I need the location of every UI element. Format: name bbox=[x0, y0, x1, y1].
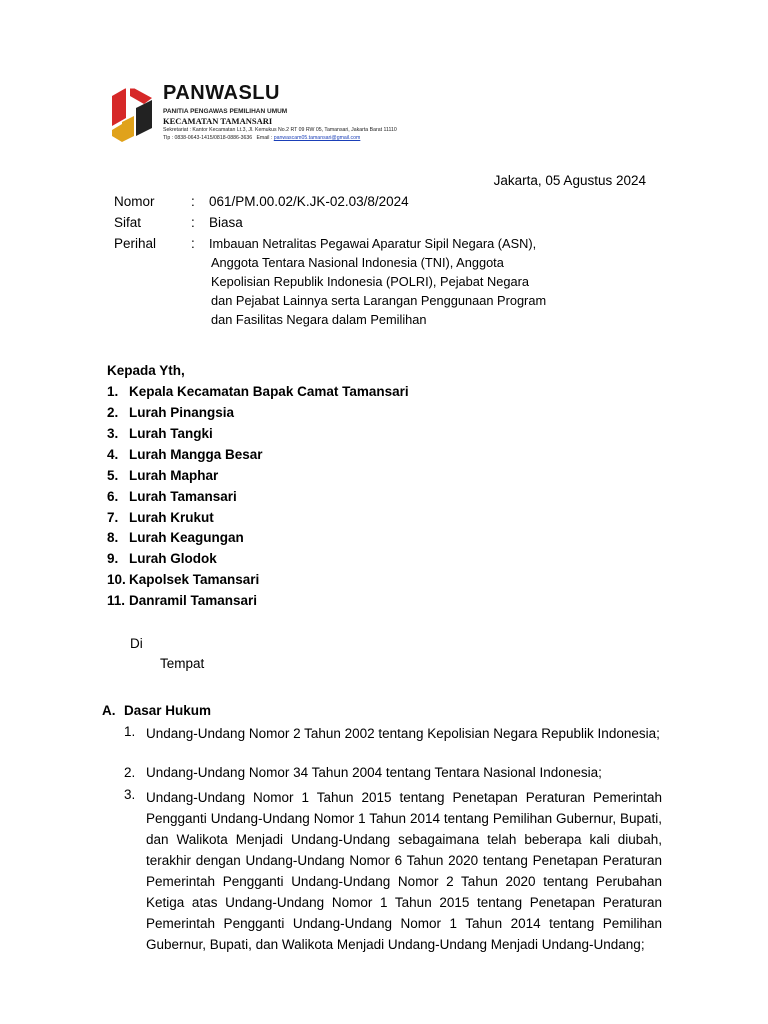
perihal-line: Kepolisian Republik Indonesia (POLRI), Pejabat Negara bbox=[211, 274, 529, 289]
panwaslu-logo-icon bbox=[108, 78, 158, 148]
perihal-line: Anggota Tentara Nasional Indonesia (TNI), Anggota bbox=[211, 255, 504, 270]
meta-label-sifat: Sifat bbox=[114, 215, 142, 230]
recipient-number: 9. bbox=[107, 551, 119, 566]
brand-subtitle-1: PANITIA PENGAWAS PEMILIHAN UMUM bbox=[163, 108, 288, 115]
recipient-name: Lurah Tamansari bbox=[129, 489, 237, 504]
hukum-text: Undang-Undang Nomor 1 Tahun 2015 tentang Penetapan Peraturan Pemerintah Pengganti Undang-Undang Nomor 1 Tahun 2014 tentang Pemilihan Gubernur, Bupati, dan Walikota Menjadi Undang-Undang sebagaimana telah beberapa kali diubah, terakhir dengan Undang-Undang Nomor 6 Tahun 2020 tentang Penetapan Peraturan Pemerintah Pengganti Undang-Undang Nomor 2 Tahun 2020 tentang Perubahan Ketiga atas Undang-Undang Nomor 1 Tahun 2015 tentang Penetapan Peraturan Pemerintah Pengganti Undang-Undang Nomor 1 Tahun 2014 tentang Pemilihan Gubernur, Bupati, dan Walikota Menjadi Undang-Undang Menjadi Undang-Undang; bbox=[146, 790, 662, 952]
recipient-number: 1. bbox=[107, 384, 119, 399]
hukum-text: Undang-Undang Nomor 2 Tahun 2002 tentang Kepolisian Negara Republik Indonesia; bbox=[146, 726, 660, 741]
section-a-title: Dasar Hukum bbox=[124, 703, 212, 718]
meta-colon: : bbox=[191, 236, 195, 251]
recipient-name: Danramil Tamansari bbox=[129, 593, 258, 608]
recipient-number: 2. bbox=[107, 405, 119, 420]
meta-colon: : bbox=[191, 194, 195, 209]
recipient-number: 11. bbox=[107, 593, 126, 608]
recipient-number: 4. bbox=[107, 447, 119, 462]
meta-label-perihal: Perihal bbox=[114, 236, 157, 251]
hukum-text: Undang-Undang Nomor 34 Tahun 2004 tentang Tentara Nasional Indonesia; bbox=[146, 765, 602, 780]
recipient-number: 6. bbox=[107, 489, 119, 504]
recipient-name: Lurah Glodok bbox=[129, 551, 217, 566]
meta-label-nomor: Nomor bbox=[114, 194, 155, 209]
letterhead bbox=[108, 78, 428, 160]
recipient-name: Kapolsek Tamansari bbox=[129, 572, 260, 587]
hukum-number: 3. bbox=[124, 787, 136, 802]
recipient-number: 8. bbox=[107, 530, 119, 545]
recipient-name: Lurah Krukut bbox=[129, 510, 214, 525]
perihal-line: dan Pejabat Lainnya serta Larangan Penggunaan Program bbox=[211, 293, 547, 308]
recipient-name: Lurah Tangki bbox=[129, 426, 213, 441]
tempat-label: Tempat bbox=[160, 656, 205, 671]
meta-colon: : bbox=[191, 215, 195, 230]
letter-date: Jakarta, 05 Agustus 2024 bbox=[493, 173, 646, 188]
brand-contact bbox=[163, 135, 360, 141]
brand-phone: Tlp : 0838-0643-1415/0818-0886-3636 bbox=[163, 135, 253, 141]
brand-name: PANWASLU bbox=[163, 82, 280, 104]
hukum-number: 2. bbox=[124, 765, 136, 780]
di-label: Di bbox=[130, 636, 143, 651]
recipient-name: Lurah Mangga Besar bbox=[129, 447, 263, 462]
brand-email-link[interactable]: panwascam05.tamansari@gmail.com bbox=[273, 135, 361, 141]
hukum-number: 1. bbox=[124, 724, 136, 739]
brand-subtitle-2: KECAMATAN TAMANSARI bbox=[163, 116, 273, 126]
recipient-number: 3. bbox=[107, 426, 119, 441]
recipient-number: 5. bbox=[107, 468, 119, 483]
meta-value-nomor: 061/PM.00.02/K.JK-02.03/8/2024 bbox=[209, 194, 409, 209]
section-a-number: A. bbox=[102, 703, 116, 718]
brand-address: Sekretariat : Kantor Kecamatan Lt.3, Jl. Kemukus No.2 RT 09 RW 05, Tamansari, Jakarta Barat 11110 bbox=[163, 127, 397, 133]
meta-value-sifat: Biasa bbox=[209, 215, 243, 230]
recipient-name: Kepala Kecamatan Bapak Camat Tamansari bbox=[129, 384, 409, 399]
recipient-name: Lurah Maphar bbox=[129, 468, 219, 483]
recipient-number: 7. bbox=[107, 510, 119, 525]
kepada-heading: Kepada Yth, bbox=[107, 363, 185, 378]
recipient-name: Lurah Keagungan bbox=[129, 530, 244, 545]
brand-email-label: Email : bbox=[256, 135, 273, 141]
recipient-number: 10. bbox=[107, 572, 126, 587]
recipient-name: Lurah Pinangsia bbox=[129, 405, 235, 420]
perihal-line: dan Fasilitas Negara dalam Pemilihan bbox=[211, 312, 427, 327]
meta-value-perihal: Imbauan Netralitas Pegawai Aparatur Sipil Negara (ASN), bbox=[209, 236, 537, 251]
